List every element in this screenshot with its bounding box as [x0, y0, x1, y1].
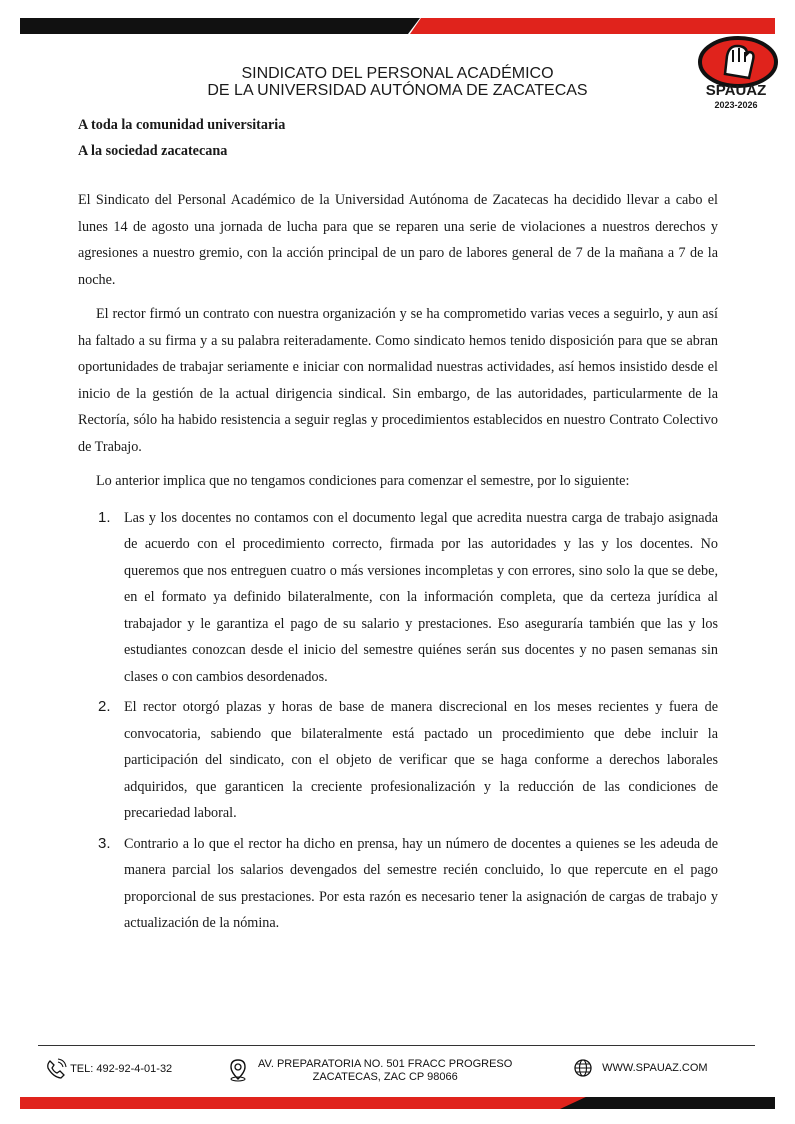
phone-icon	[45, 1058, 67, 1080]
top-decorative-bar-red	[410, 18, 775, 34]
top-decorative-bar-black	[20, 18, 420, 34]
paragraph-intro: El Sindicato del Personal Académico de la Universidad Autónoma de Zacatecas ha decidido llevar a cabo el lunes 14 de agosto una jornada de lucha para que se reparen una serie de violaciones a nuestros derechos y agresiones a nuestro gremio, con la acción principal de un paro de labores general de 7 de la mañana a 7 de la noche.	[78, 192, 718, 288]
header-line-2: DE LA UNIVERSIDAD AUTÓNOMA DE ZACATECAS	[207, 82, 588, 99]
website-link[interactable]: WWW.SPAUAZ.COM	[602, 1062, 708, 1074]
phone-number: TEL: 492-92-4-01-32	[70, 1063, 173, 1075]
footer-address	[228, 1058, 512, 1084]
logo-years: 2023-2026	[714, 100, 758, 110]
document-body	[78, 187, 718, 937]
footer-divider	[38, 1045, 755, 1046]
logo-name: SPAUAZ	[705, 82, 767, 99]
list-number: 1.	[98, 508, 111, 526]
globe-icon	[573, 1058, 593, 1078]
document-header	[0, 65, 795, 99]
location-pin-icon	[228, 1058, 248, 1082]
address-line-2: ZACATECAS, ZAC CP 98066	[312, 1071, 458, 1083]
address-line-1: AV. PREPARATORIA NO. 501 FRACC PROGRESO	[258, 1058, 513, 1070]
list-text: El rector otorgó plazas y horas de base de manera discrecional en los meses recientes y fuera de convocatoria, sabiendo que bilateralmente está pactado un procedimiento que debe incluir la participación del sindicato, con el objeto de verificar que se haga conforme a derechos laborales adquiridos, que garanticen la creciente profesionalización y la reducción de las condiciones de precariedad laboral.	[124, 699, 718, 821]
paragraph-conditions: Lo anterior implica que no tengamos condiciones para comenzar el semestre, por lo siguiente:	[96, 473, 630, 489]
bottom-decorative-bar-black	[560, 1097, 775, 1109]
paragraph-rector: El rector firmó un contrato con nuestra organización y se ha comprometido varias veces a seguirlo, y aun así ha faltado a su firma y a su palabra reiteradamente. Como sindicato hemos tenido disposición para que se abran oportunidades de trabajar seriamente e iniciar con normalidad nuestras actividades, así hemos insistido desde el inicio de la gestión de la actual dirigencia sindical. Sin embargo, de las autoridades, particularmente de la Rectoría, sólo ha habido resistencia a seguir reglas y procedimientos establecidos en nuestro Contrato Colectivo de Trabajo.	[78, 306, 718, 455]
salutation-block	[78, 112, 718, 164]
list-item	[78, 694, 718, 827]
list-item	[78, 831, 718, 937]
list-text: Las y los docentes no contamos con el documento legal que acredita nuestra carga de trabajo asignada de acuerdo con el procedimiento correcto, firmada por las autoridades y las y los docentes. No queremos que nos entreguen cuatro o más versiones incompletas y con errores, sino solo la que se debe, en el formato ya definido bilateralmente, con la información completa, que da certeza jurídica al trabajador y le garantiza el pago de su salario y prestaciones. Eso aseguraría también que las y los estudiantes conozcan desde el inicio del semestre quiénes serán sus docentes y no pasen semanas sin clases o con cambios desordenados.	[124, 509, 718, 685]
list-item	[78, 505, 718, 691]
salutation-line-2: A la sociedad zacatecana	[78, 143, 228, 159]
list-number: 2.	[98, 698, 111, 715]
list-number: 3.	[98, 834, 111, 852]
header-line-1: SINDICATO DEL PERSONAL ACADÉMICO	[241, 65, 554, 82]
footer-website	[573, 1058, 708, 1078]
footer-phone	[45, 1058, 172, 1080]
salutation-line-1: A toda la comunidad universitaria	[78, 117, 286, 133]
list-text: Contrario a lo que el rector ha dicho en prensa, hay un número de docentes a quienes se les adeuda de manera parcial los salarios devengados del semestre recién concluido, lo que repercute en el pago proporcional de sus prestaciones. Por esta razón es necesario tener la asignación de cargas de trabajo y actualización de la nómina.	[124, 835, 718, 931]
